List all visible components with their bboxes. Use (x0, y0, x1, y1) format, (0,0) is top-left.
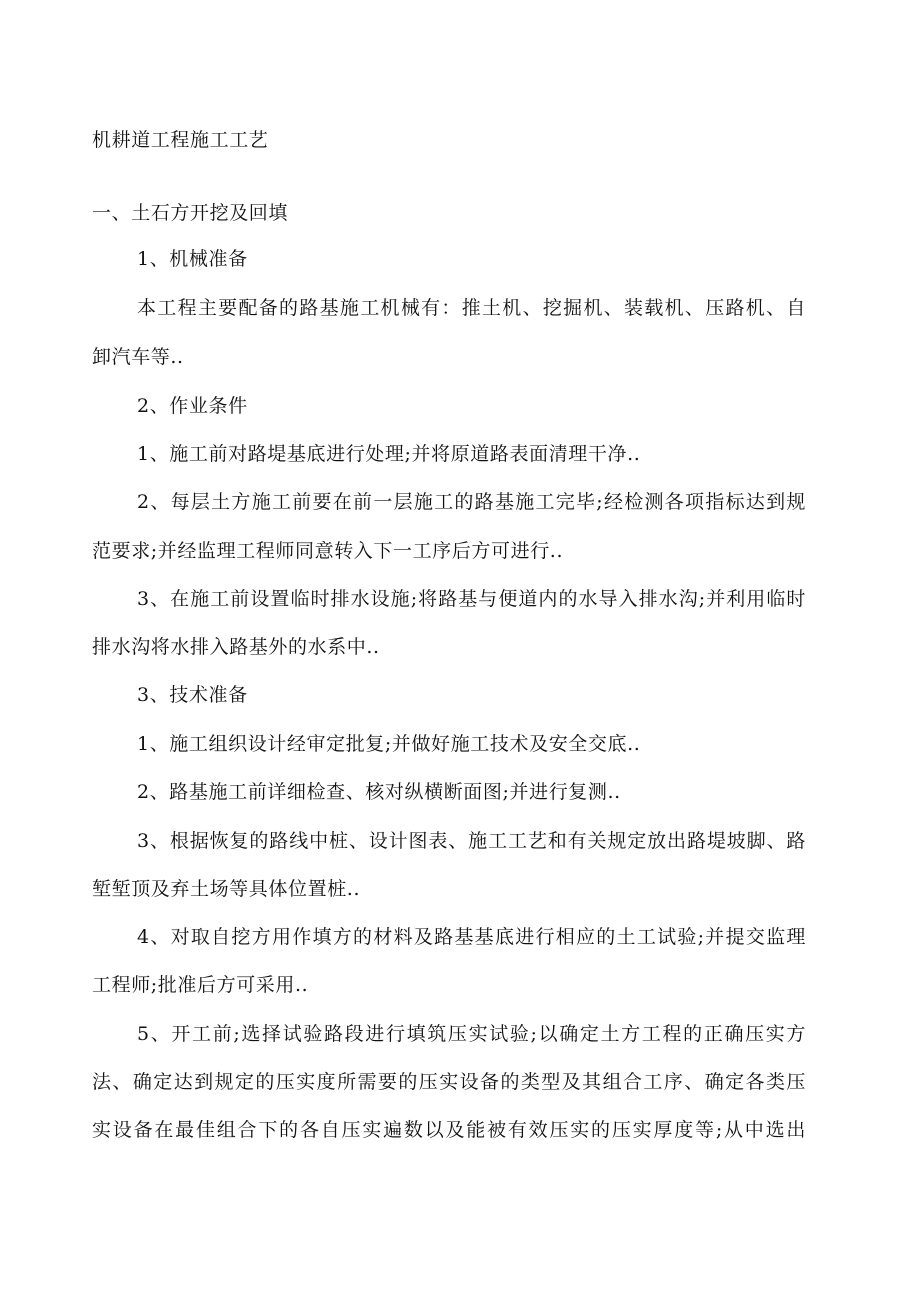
subsection-heading-technical: 3、技术准备 (137, 684, 248, 706)
list-item-continuation: 范要求;并经监理工程师同意转入下一工序后方可进行.. (92, 540, 564, 562)
list-item: 3、在施工前设置临时排水设施;将路基与便道内的水导入排水沟;并利用临时 (137, 588, 806, 610)
list-item-continuation: 实设备在最佳组合下的各自压实遍数以及能被有效压实的压实厚度等;从中选出 (92, 1119, 806, 1141)
list-item: 1、施工前对路堤基底进行处理;并将原道路表面清理干净.. (137, 443, 641, 465)
subsection-heading-machinery: 1、机械准备 (137, 248, 248, 270)
list-item: 2、每层土方施工前要在前一层施工的路基施工完毕;经检测各项指标达到规 (137, 491, 806, 513)
paragraph-line: 卸汽车等.. (92, 346, 184, 368)
list-item: 2、路基施工前详细检查、核对纵横断面图;并进行复测.. (137, 781, 621, 803)
list-item: 3、根据恢复的路线中桩、设计图表、施工工艺和有关规定放出路堤坡脚、路 (137, 830, 806, 852)
list-item-continuation: 排水沟将水排入路基外的水系中.. (92, 636, 380, 658)
list-item: 5、开工前;选择试验路段进行填筑压实试验;以确定土方工程的正确压实方 (137, 1023, 806, 1045)
list-item: 1、施工组织设计经审定批复;并做好施工技术及安全交底.. (137, 733, 641, 755)
list-item-continuation: 工程师;批准后方可采用.. (92, 974, 309, 996)
list-item-continuation: 法、确定达到规定的压实度所需要的压实设备的类型及其组合工序、确定各类压 (92, 1071, 806, 1093)
paragraph-line: 本工程主要配备的路基施工机械有：推土机、挖掘机、装载机、压路机、自 (137, 297, 806, 319)
document-title: 机耕道工程施工工艺 (92, 129, 269, 151)
section-heading: 一、土石方开挖及回填 (92, 202, 289, 224)
list-item-continuation: 堑堑顶及弃土场等具体位置桩.. (92, 878, 361, 900)
subsection-heading-conditions: 2、作业条件 (137, 395, 248, 417)
list-item: 4、对取自挖方用作填方的材料及路基基底进行相应的土工试验;并提交监理 (137, 926, 806, 948)
